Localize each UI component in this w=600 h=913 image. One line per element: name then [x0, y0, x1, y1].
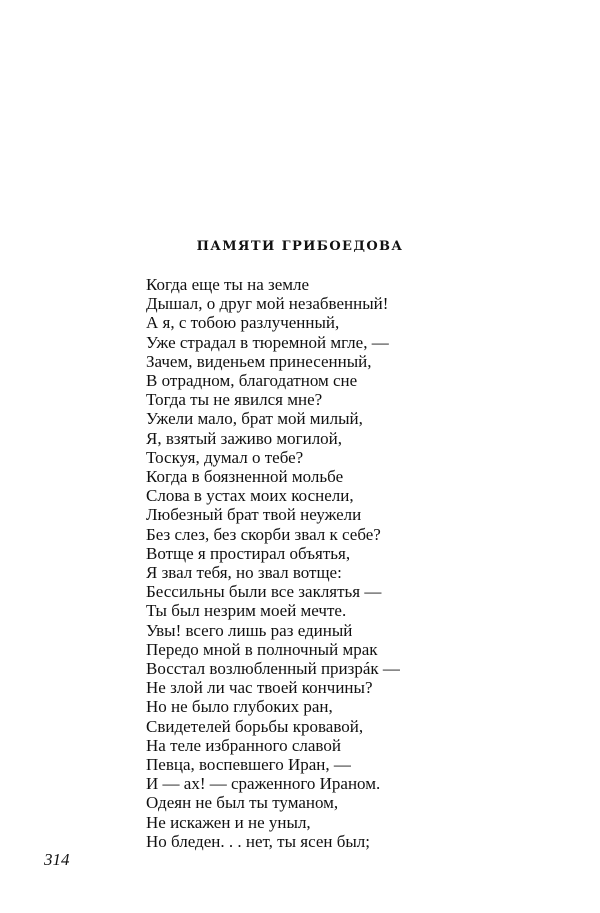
poem-line: Когда в боязненной мольбе — [146, 467, 344, 487]
poem-line: Вотще я простирал объятья, — [146, 543, 351, 563]
poem-line: А я, с тобою разлученный, — [146, 313, 340, 333]
poem-line: Не искажен и не уныл, — [146, 812, 311, 832]
poem-line: Без слез, без скорби звал к себе? — [146, 524, 381, 544]
poem-line: Зачем, виденьем принесенный, — [146, 351, 372, 371]
poem-line: Я, взятый заживо могилой, — [146, 428, 343, 448]
poem-line: Но бледен. . . нет, ты ясен был; — [146, 831, 370, 851]
poem-line: Но не было глубоких ран, — [146, 697, 333, 717]
poem-title: ПАМЯТИ ГРИБОЕДОВА — [196, 239, 404, 254]
poem-body — [146, 275, 446, 851]
poem-line: Певца, воспевшего Иран, — — [146, 755, 351, 775]
poem-line: В отрадном, благодатном сне — [146, 371, 358, 391]
poem-line: Когда еще ты на земле — [146, 275, 310, 294]
poem-line: Тоскуя, думал о тебе? — [146, 447, 304, 467]
poem-line: Я звал тебя, но звал вотще: — [146, 563, 342, 583]
poem-line: Восстал возлюбленный призрáк — — [146, 659, 400, 679]
poem-line: Ужели мало, брат мой милый, — [146, 409, 363, 429]
page-number: 314 — [44, 850, 70, 869]
poem-line: Ты был незрим моей мечте. — [146, 601, 347, 621]
poem-line: Одеян не был ты туманом, — [146, 793, 339, 813]
poem-line: На теле избранного славой — [146, 735, 341, 755]
poem-line: Не злой ли час твоей кончины? — [146, 678, 373, 698]
poem-line: Уже страдал в тюремной мгле, — — [146, 332, 389, 352]
poem-line: Любезный брат твой неужели — [146, 505, 362, 525]
poem-line: Увы! всего лишь раз единый — [146, 620, 353, 640]
poem-line: Дышал, о друг мой незабвенный! — [146, 294, 389, 314]
poem-line: Свидетелей борьбы кровавой, — [146, 716, 364, 736]
poem-line: Передо мной в полночный мрак — [146, 639, 378, 659]
poem-line: Слова в устах моих коснели, — [146, 486, 354, 506]
poem-line: Тогда ты не явился мне? — [146, 390, 323, 410]
poem-line: И — ах! — сраженного Ираном. — [146, 774, 381, 794]
poem-line: Бессильны были все заклятья — — [146, 582, 382, 602]
